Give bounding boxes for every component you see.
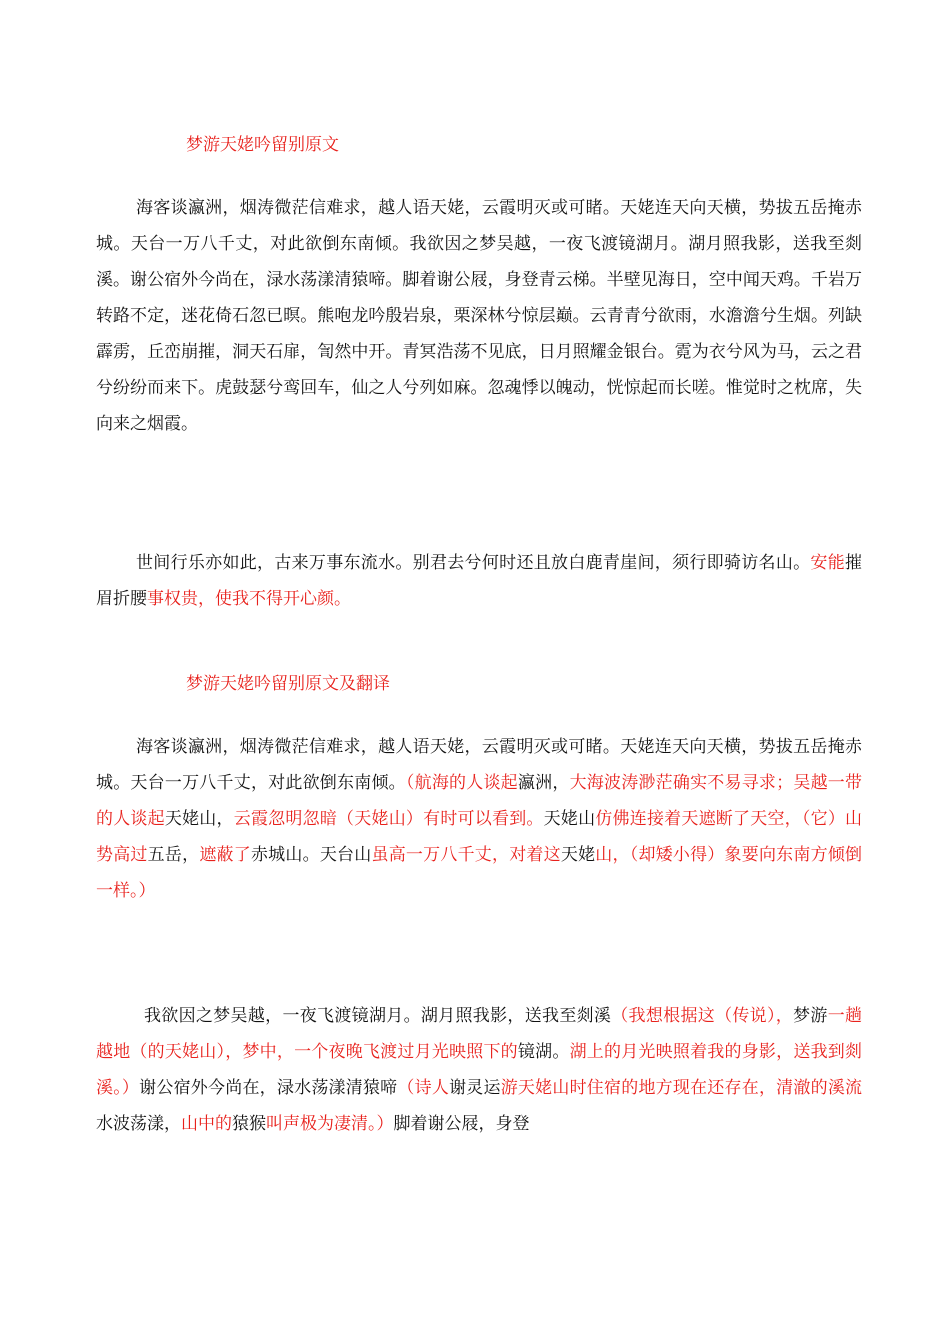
translation-segment: 虽高一万八千丈，对着这 (371, 845, 561, 865)
translation-segment: （航海的人谈起 (405, 773, 518, 793)
original-segment: 猿猴 (232, 1114, 266, 1134)
paragraph-original-poem: 海客谈瀛洲，烟涛微茫信难求，越人语天姥，云霞明灭或可睹。天姥连天向天横，势拔五岳掩赤城。天台一万八千丈，对此欲倒东南倾。我欲因之梦吴越，一夜飞渡镜湖月。湖月照我影，送我至剡溪。谢公宿外今尚在，渌水荡漾清猿啼。脚着谢公屐，身登青云梯。半壁见海日，空中闻天鸡。千岩万转路不定，迷花倚石忽已暝。熊咆龙吟殷岩泉，栗深林兮惊层巅。云青青兮欲雨，水澹澹兮生烟。列缺霹雳，丘峦崩摧，洞天石扉，訇然中开。青冥浩荡不见底，日月照耀金银台。霓为衣兮风为马，云之君兮纷纷而来下。虎鼓瑟兮鸾回车，仙之人兮列如麻。忽魂悸以魄动，恍惊起而长嗟。惟觉时之枕席，失向来之烟霞。 (96, 198, 862, 434)
translation-segment: 安能 (810, 553, 846, 573)
heading-original-text: 梦游天姥吟留别原文 (186, 135, 339, 155)
translation-segment: 事权贵，使我不得开心颜。 (147, 589, 351, 609)
translation-segment: 仿佛连接着天遮断了天空，（它）山势高过 (96, 809, 863, 865)
original-segment: 梦游 (793, 1006, 828, 1026)
translation-segment: （我想根据这（传说）， (611, 1006, 794, 1026)
original-segment: 水波荡漾， (96, 1114, 181, 1134)
translation-segment: 云霞忽明忽暗（天姥山）有时可以看到。 (233, 809, 544, 829)
translation-segment: 山，（却矮小得）象要向东南方倾倒一样。） (96, 845, 863, 901)
paragraph-closing-lines (96, 545, 862, 617)
translation-segment: 叫声极为凄清。） (266, 1114, 394, 1134)
original-segment: 天姥山 (543, 809, 596, 829)
original-segment: 脚着谢公屐，身登 (393, 1114, 530, 1134)
original-segment: 海客谈瀛洲，烟涛微茫信难求，越人语天姥，云霞明灭或可睹。天姥连天向天横，势拔五岳掩赤城。天台一万八千丈，对此欲倒东南倾。 (96, 737, 862, 793)
translation-segment: 游天姥山时住宿的地方现在还存在，清澈的溪流 (500, 1078, 863, 1098)
original-segment: 瀛洲， (517, 773, 570, 793)
original-segment: 赤城山。天台山 (250, 845, 372, 865)
original-segment: 谢公宿外今尚在，渌水荡漾清猿啼 (139, 1078, 398, 1098)
translation-segment: 山中的 (181, 1114, 232, 1134)
original-segment: 五岳， (147, 845, 200, 865)
original-segment: 天姥山， (164, 809, 234, 829)
original-segment: 世间行乐亦如此，古来万事东流水。别君去兮何时还且放白鹿青崖间，须行即骑访名山。 (136, 553, 811, 573)
translation-segment: 遮蔽了 (199, 845, 251, 865)
original-segment: 天姥 (560, 845, 596, 865)
translation-segment: （诗人 (397, 1078, 450, 1098)
translation-segment: 湖上的月光映照着我的身影，送我到剡溪。） (96, 1042, 863, 1098)
original-segment: 摧眉折腰 (96, 553, 863, 609)
original-segment: 镜湖。 (517, 1042, 570, 1062)
heading-text-and-translation: 梦游天姥吟留别原文及翻译 (186, 674, 390, 694)
paragraph-translation-2 (96, 998, 862, 1142)
paragraph-translation-1 (96, 729, 862, 909)
original-segment: 谢灵运 (449, 1078, 501, 1098)
translation-segment: 一趟越地（的天姥山），梦中，一个夜晚飞渡过月光映照下的 (96, 1006, 863, 1062)
original-segment: 我欲因之梦吴越，一夜飞渡镜湖月。湖月照我影，送我至剡溪 (144, 1006, 612, 1026)
translation-segment: 大海波涛渺茫确实不易寻求；吴越一带的人谈起 (96, 773, 863, 829)
